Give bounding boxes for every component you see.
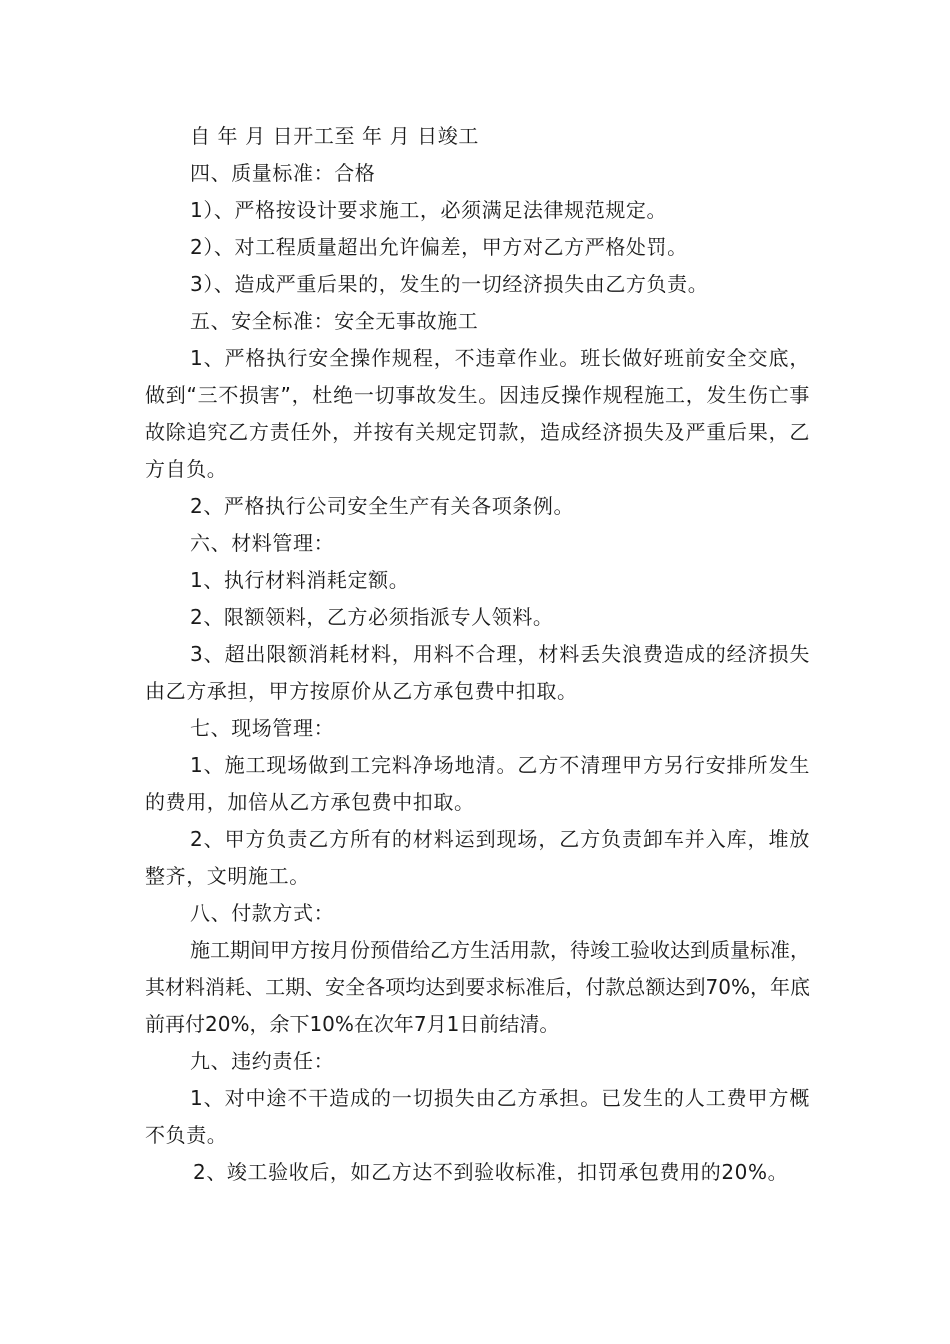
heading-quality-standard: 四、质量标准：合格 xyxy=(190,161,376,185)
paragraph-safety-2: 2、严格执行公司安全生产有关各项条例。 xyxy=(190,494,575,518)
heading-material-management: 六、材料管理： xyxy=(190,531,335,555)
paragraph-quality-1: 1）、严格按设计要求施工，必须满足法律规范规定。 xyxy=(190,198,668,222)
paragraph-quality-3: 3）、造成严重后果的，发生的一切经济损失由乙方负责。 xyxy=(190,272,709,296)
paragraph-material-1: 1、执行材料消耗定额。 xyxy=(190,568,410,592)
document-body xyxy=(145,118,810,1191)
paragraph-payment: 施工期间甲方按月份预借给乙方生活用款，待竣工验收达到质量标准，其材料消耗、工期、安全各项均达到要求标准后，付款总额达到70%，年底前再付20%，余下10%在次年7月1日前结清。 xyxy=(145,938,810,1036)
paragraph-quality-2: 2）、对工程质量超出允许偏差，甲方对乙方严格处罚。 xyxy=(190,235,688,259)
paragraph-material-2: 2、限额领料，乙方必须指派专人领料。 xyxy=(190,605,554,629)
heading-breach-liability: 九、违约责任： xyxy=(190,1049,335,1073)
heading-site-management: 七、现场管理： xyxy=(190,716,335,740)
paragraph-schedule: 自 年 月 日开工至 年 月 日竣工 xyxy=(190,124,479,148)
heading-safety-standard: 五、安全标准：安全无事故施工 xyxy=(190,309,479,333)
paragraph-safety-1: 1、严格执行安全操作规程，不违章作业。班长做好班前安全交底，做到“三不损害”，杜绝一切事故发生。因违反操作规程施工，发生伤亡事故除追究乙方责任外，并按有关规定罚款，造成经济损失及严重后果，乙方自负。 xyxy=(145,346,810,481)
paragraph-breach-2: 2、竣工验收后，如乙方达不到验收标准，扣罚承包费用的20%。 xyxy=(193,1160,789,1184)
paragraph-site-1: 1、施工现场做到工完料净场地清。乙方不清理甲方另行安排所发生的费用，加倍从乙方承包费中扣取。 xyxy=(145,753,810,814)
paragraph-site-2: 2、甲方负责乙方所有的材料运到现场，乙方负责卸车并入库，堆放整齐，文明施工。 xyxy=(145,827,810,888)
paragraph-breach-1: 1、对中途不干造成的一切损失由乙方承担。已发生的人工费甲方概不负责。 xyxy=(145,1086,810,1147)
heading-payment-method: 八、付款方式： xyxy=(190,901,335,925)
paragraph-material-3: 3、超出限额消耗材料，用料不合理，材料丢失浪费造成的经济损失由乙方承担，甲方按原价从乙方承包费中扣取。 xyxy=(145,642,810,703)
